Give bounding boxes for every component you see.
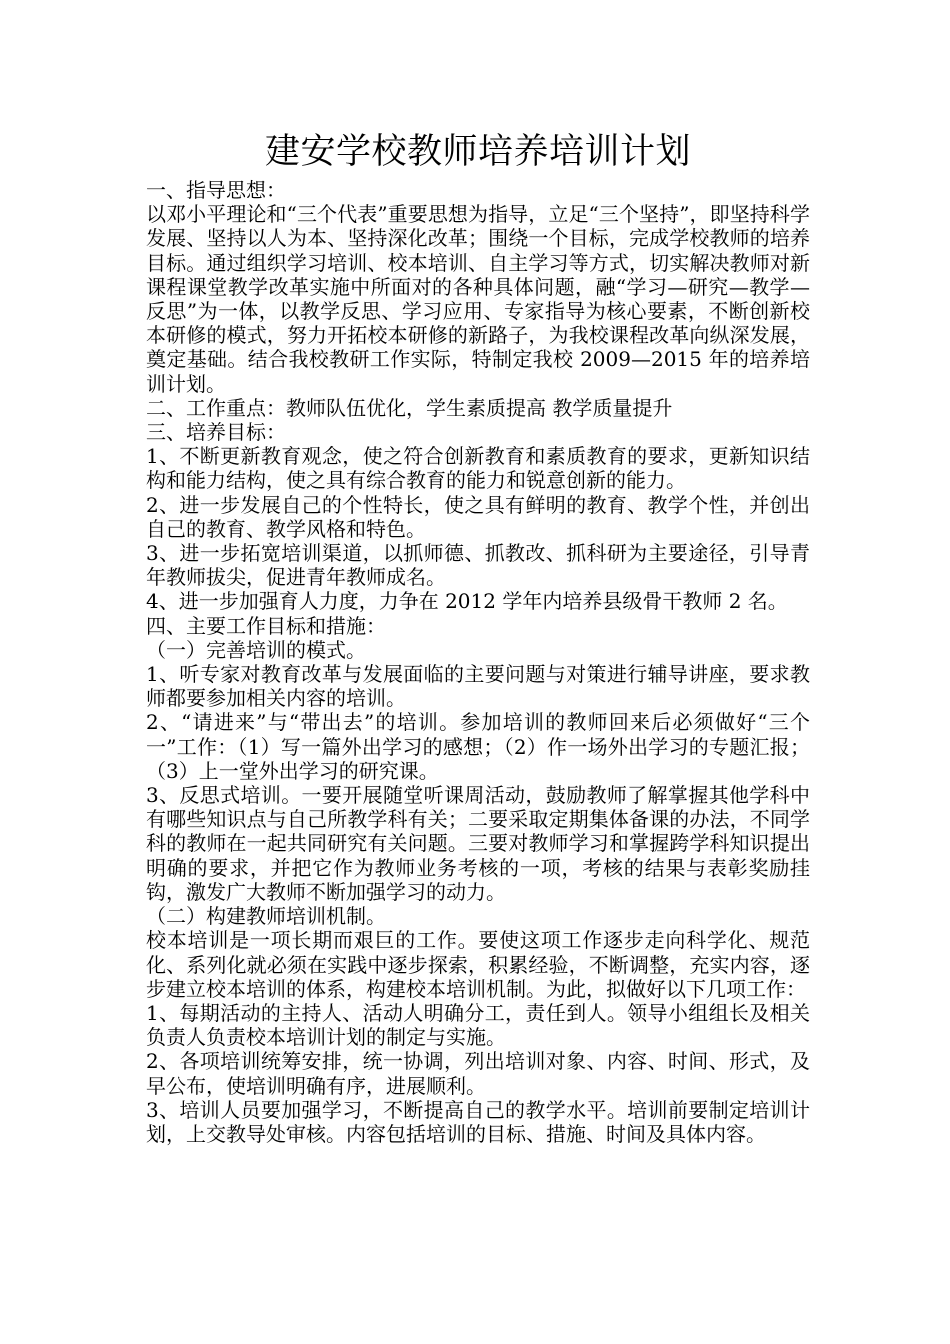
mechanism-item-3: 3、培训人员要加强学习，不断提高自己的教学水平。培训前要制定培训计划，上交教导处审核。内容包括培训的目标、措施、时间及具体内容。: [146, 1097, 810, 1146]
document-body: [146, 178, 810, 1146]
heading-guiding-ideology: 一、指导思想：: [146, 178, 286, 202]
goal-item-2: 2、进一步发展自己的个性特长，使之具有鲜明的教育、教学个性，并创出自己的教育、教学风格和特色。: [146, 492, 810, 541]
heading-training-goals: 三、培养目标：: [146, 420, 286, 445]
document-title: 建安学校教师培养培训计划: [264, 132, 691, 172]
mechanism-item-2: 2、各项培训统筹安排，统一协调，列出培训对象、内容、时间、形式，及早公布，使培训明确有序，进展顺利。: [146, 1049, 810, 1098]
goal-item-4: 4、进一步加强育人力度，力争在 2012 学年内培养县级骨干教师 2 名。: [146, 589, 788, 614]
paragraph-guiding-ideology: 以邓小平理论和“三个代表”重要思想为指导，立足“三个坚持”，即坚持科学发展、坚持以人为本、坚持深化改革；围绕一个目标，完成学校教师的培养目标。通过组织学习培训、校本培训、自主学习等方式，切实解决教师对新课程课堂教学改革实施中所面对的各种具体问题，融“学习—研究—教学—反思”为一体，以教学反思、学习应用、专家指导为核心要素，不断创新校本研修的模式，努力开拓校本研修的新路子，为我校课程改革向纵深发展，奠定基础。结合我校教研工作实际，特制定我校 2009—2015 年的培养培训计划。: [146, 202, 810, 396]
measure-item-2: 2、“请进来”与“带出去”的培训。参加培训的教师回来后必须做好“三个一”工作：（1）写一篇外出学习的感想；（2）作一场外出学习的专题汇报；（3）上一堂外出学习的研究课。: [146, 710, 810, 783]
paragraph-mechanism-intro: 校本培训是一项长期而艰巨的工作。要使这项工作逐步走向科学化、规范化、系列化就必须在实践中逐步探索，积累经验，不断调整，充实内容，逐步建立校本培训的体系，构建校本培训机制。为此，拟做好以下几项工作：: [146, 928, 810, 1001]
goal-item-3: 3、进一步拓宽培训渠道，以抓师德、抓教改、抓科研为主要途径，引导青年教师拔尖，促进青年教师成名。: [146, 541, 810, 590]
subheading-training-mode: （一）完善培训的模式。: [146, 637, 366, 662]
subheading-training-mechanism: （二）构建教师培训机制。: [146, 904, 386, 929]
heading-work-focus: 二、工作重点：教师队伍优化，学生素质提高 教学质量提升: [146, 395, 673, 420]
heading-main-measures: 四、主要工作目标和措施：: [146, 613, 386, 638]
measure-item-1: 1、听专家对教育改革与发展面临的主要问题与对策进行辅导讲座，要求教师都要参加相关内容的培训。: [146, 662, 810, 711]
mechanism-item-1: 1、每期活动的主持人、活动人明确分工，责任到人。领导小组组长及相关负责人负责校本培训计划的制定与实施。: [146, 1000, 810, 1050]
goal-item-1: 1、不断更新教育观念，使之符合创新教育和素质教育的要求，更新知识结构和能力结构，使之具有综合教育的能力和锐意创新的能力。: [146, 444, 810, 493]
document-page: [146, 126, 810, 1146]
measure-item-3: 3、反思式培训。一要开展随堂听课周活动，鼓励教师了解掌握其他学科中有哪些知识点与自己所教学科有关；二要采取定期集体备课的办法，不同学科的教师在一起共同研究有关问题。三要对教师学习和掌握跨学科知识提出明确的要求，并把它作为教师业务考核的一项，考核的结果与表彰奖励挂钩，激发广大教师不断加强学习的动力。: [146, 783, 810, 904]
